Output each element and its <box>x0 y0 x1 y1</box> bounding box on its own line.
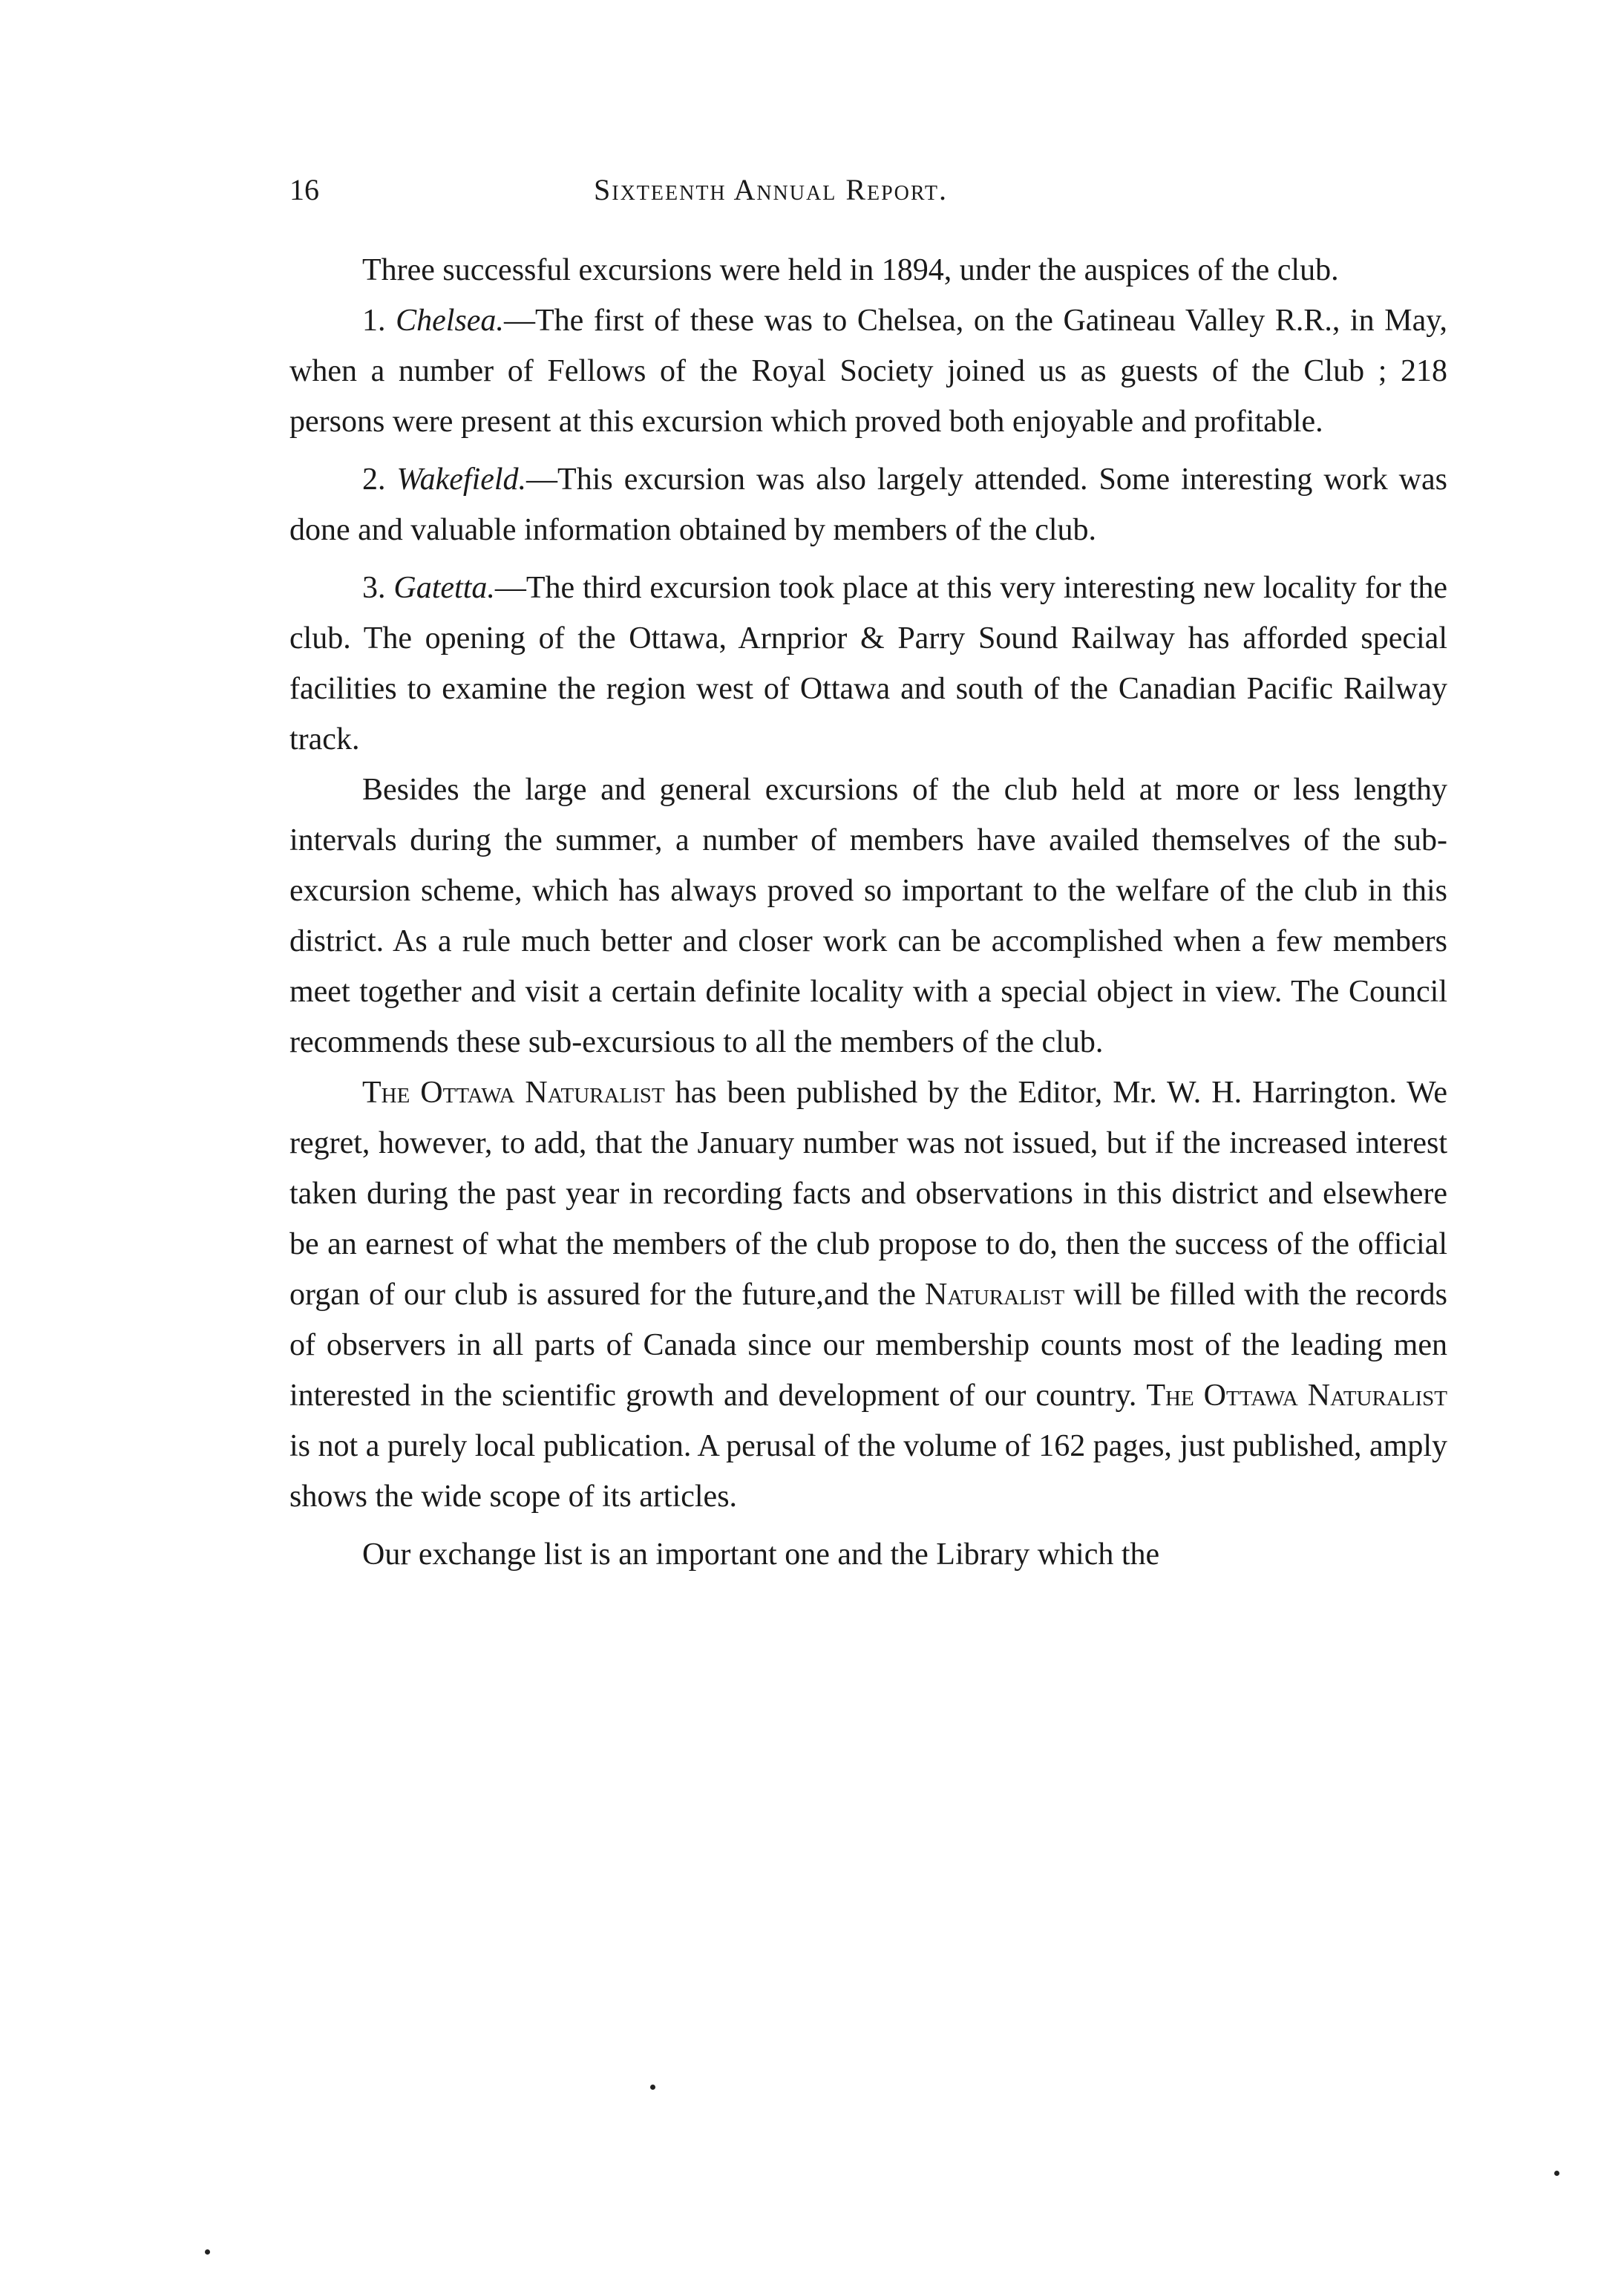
paragraph-chelsea: 1. Chelsea.—The first of these was to Chelsea, on the Gatineau Valley R.R., in May, when a number of Fellows of the Royal Society joined us as guests of the Club ; 218 persons were present at this excursion which proved both enjoyable and profitable. <box>289 304 1448 439</box>
list-number: 2. <box>362 462 386 497</box>
list-number: 3. <box>362 571 386 605</box>
paragraph-naturalist: The Ottawa Naturalist has been published by the Editor, Mr. W. H. Harrington. We regret, however, to add, that the January number was not issued, but if the increased interest taken during the past year in recording facts and observations in this district and elsewhere be an earnest of what the members of the club propose to do, then the success of the official organ of our club is assured for the future,and the Naturalist will be filled with the records of observers in all parts of Canada since our membership counts most of the leading men interested in the scientific growth and development of our country. The Ottawa Naturalist is not a purely local publication. A perusal of the volume of 162 pages, just published, amply shows the wide scope of its articles. <box>289 1076 1447 1514</box>
paragraph-wakefield: 2. Wakefield.—This excursion was also largely attended. Some interesting work was done and valuable information obtained by members of the club. <box>289 462 1447 547</box>
excursion-title: Gatetta. <box>393 571 495 605</box>
publication-name: The Ottawa Naturalist <box>1146 1379 1447 1413</box>
body-text <box>289 245 1447 1580</box>
list-number: 1. <box>362 304 386 338</box>
publication-name: The Ottawa Naturalist <box>362 1076 665 1110</box>
scan-speck <box>205 2249 210 2255</box>
paragraph-intro: Three successful excursions were held in 1894, under the auspices of the club. <box>362 253 1339 287</box>
paragraph-sub-excursions: Besides the large and general excursions of the club held at more or less lengthy intervals during the summer, a number of members have availed themselves of the sub-excursion scheme, which has always proved so important to the welfare of the club in this district. As a rule much better and closer work can be accomplished when a few members meet together and visit a certain definite locality with a special object in view. The Council recommends these sub-excursious to all the members of the club. <box>289 773 1447 1059</box>
page-header <box>289 169 1447 214</box>
running-head: Sixteenth Annual Report. <box>594 173 948 206</box>
paragraph-gatetta: 3. Gatetta.—The third excursion took place at this very interesting new locality for the club. The opening of the Ottawa, Arnprior & Parry Sound Railway has afforded special facilities to examine the region west of Ottawa and south of the Canadian Pacific Railway track. <box>289 571 1448 756</box>
scan-speck <box>650 2085 655 2090</box>
page-number: 16 <box>289 173 319 206</box>
publication-name: Naturalist <box>925 1278 1065 1312</box>
excursion-title: Wakefield. <box>396 462 527 497</box>
paragraph-exchange-list: Our exchange list is an important one and the Library which the <box>362 1537 1160 1572</box>
excursion-title: Chelsea. <box>396 304 504 338</box>
scan-speck <box>1554 2171 1559 2176</box>
